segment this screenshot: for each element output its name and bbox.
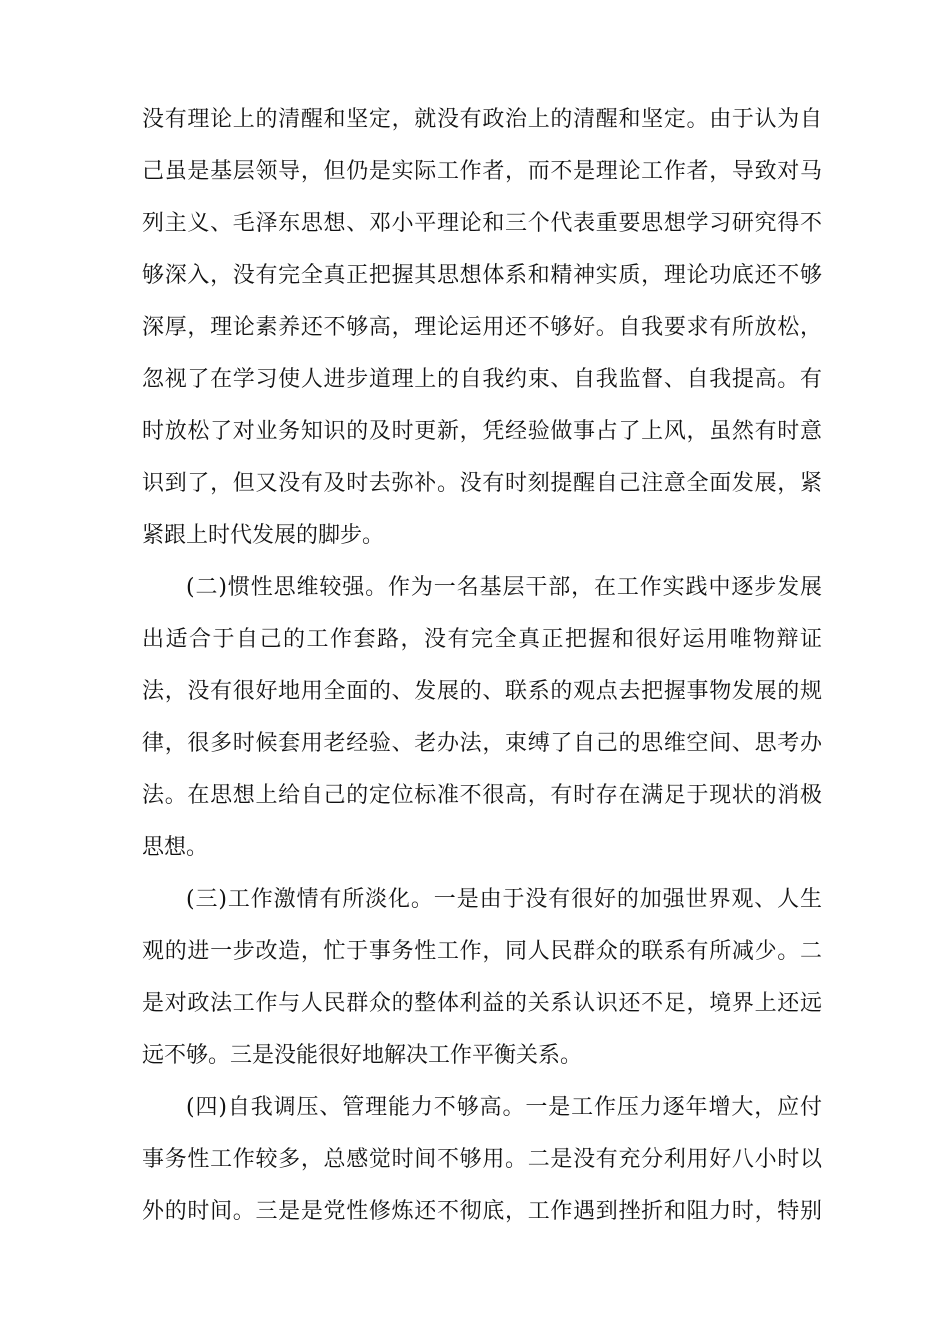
paragraph-1-line-2: 己虽是基层领导，但仍是实际工作者，而不是理论工作者，导致对马 [142,159,822,184]
paragraph-1-line-4: 够深入，没有完全真正把握其思想体系和精神实质，理论功底还不够 [142,263,822,288]
paragraph-4-line-3: 外的时间。三是是党性修炼还不彻底，工作遇到挫折和阻力时，特别 [142,1199,822,1224]
paragraph-1-line-3: 列主义、毛泽东思想、邓小平理论和三个代表重要思想学习研究得不 [142,211,822,236]
paragraph-2-line-6: 思想。 [142,835,209,860]
paragraph-2-line-1: (二)惯性思维较强。作为一名基层干部，在工作实践中逐步发展 [186,575,822,600]
paragraph-1-line-6: 忽视了在学习使人进步道理上的自我约束、自我监督、自我提高。有 [142,367,822,392]
paragraph-3-line-2: 观的进一步改造，忙于事务性工作，同人民群众的联系有所减少。二 [142,939,822,964]
paragraph-3-line-3: 是对政法工作与人民群众的整体利益的关系认识还不足，境界上还远 [142,991,822,1016]
paragraph-1-line-8: 识到了，但又没有及时去弥补。没有时刻提醒自己注意全面发展，紧 [142,471,822,496]
paragraph-1-line-7: 时放松了对业务知识的及时更新，凭经验做事占了上风，虽然有时意 [142,419,822,444]
paragraph-1-line-1: 没有理论上的清醒和坚定，就没有政治上的清醒和坚定。由于认为自 [142,107,822,132]
paragraph-4-line-1: (四)自我调压、管理能力不够高。一是工作压力逐年增大，应付 [186,1095,822,1120]
paragraph-1-line-5: 深厚，理论素养还不够高，理论运用还不够好。自我要求有所放松， [142,315,822,340]
paragraph-1-line-9: 紧跟上时代发展的脚步。 [142,523,385,548]
paragraph-2-line-3: 法，没有很好地用全面的、发展的、联系的观点去把握事物发展的规 [142,679,822,704]
paragraph-2-line-5: 法。在思想上给自己的定位标准不很高，有时存在满足于现状的消极 [142,783,822,808]
paragraph-2-line-2: 出适合于自己的工作套路，没有完全真正把握和很好运用唯物辩证 [142,627,822,652]
paragraph-2-line-4: 律，很多时候套用老经验、老办法，束缚了自己的思维空间、思考办 [142,731,822,756]
paragraph-3-line-1: (三)工作激情有所淡化。一是由于没有很好的加强世界观、人生 [186,887,822,912]
paragraph-4-line-2: 事务性工作较多，总感觉时间不够用。二是没有充分利用好八小时以 [142,1147,822,1172]
paragraph-3-line-4: 远不够。三是没能很好地解决工作平衡关系。 [142,1043,583,1068]
